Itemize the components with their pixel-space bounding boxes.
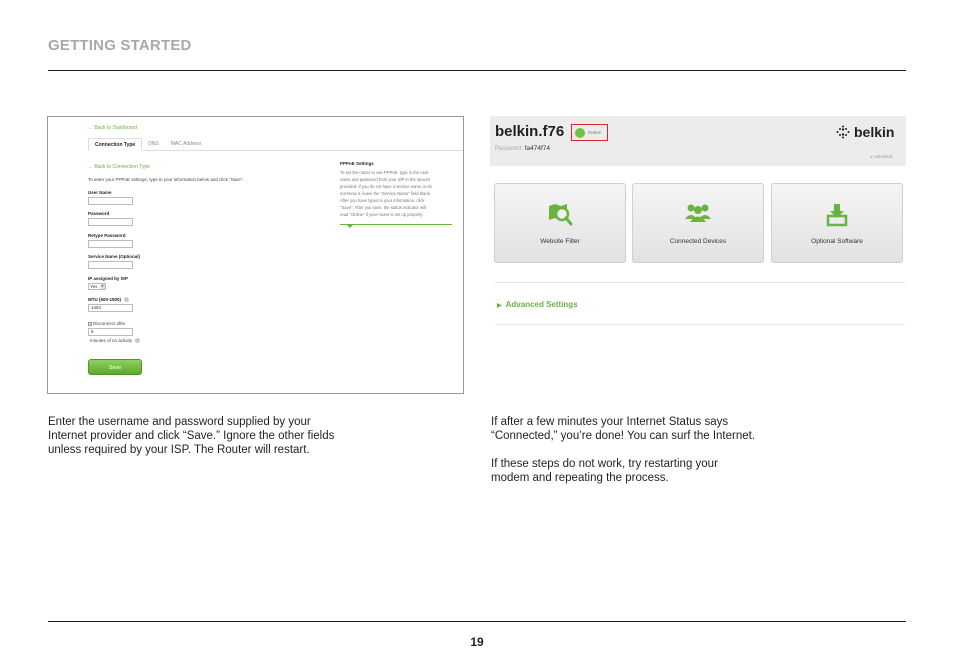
ip-assigned-select[interactable] [88,283,106,290]
page-number: 19 [470,635,484,649]
tab-dns[interactable]: DNS [148,141,159,147]
pppoe-help-panel [340,161,452,225]
text-line: Internet provider and click “Save.” Ignore the other fields [48,430,335,442]
user-name-field-group [88,190,133,205]
disconnect-after-label: Disconnect after [93,321,126,326]
right-instructions [491,415,755,485]
tab-mac-address[interactable]: MAC Address [170,141,202,147]
top-rule [48,70,906,71]
mtu-input[interactable]: 1454 [88,304,133,312]
unlock-icon: 🔓︎ [870,154,873,159]
pppoe-settings-screenshot [47,116,464,394]
divider [495,282,905,283]
bottom-rule [48,621,906,622]
dashboard-header [490,116,906,166]
help-icon[interactable] [135,338,140,343]
text-line: modem and repeating the process. [491,472,669,484]
dashboard-screenshot [490,116,906,328]
retype-password-input[interactable] [88,240,133,248]
caret-right-icon: ▶ [497,303,502,309]
connected-devices-icon [683,202,713,224]
service-name-label: Service Name (Optional) [88,254,141,259]
help-line: name and password from your ISP in the spaces [340,177,431,182]
password-display-label: Password: [495,146,524,152]
mtu-label: MTU (600-1500) [88,297,122,302]
password-display [495,145,550,152]
online-status-icon [575,128,585,138]
ip-assigned-field-group [88,276,128,290]
password-label: Password [88,211,110,216]
optional-software-label: Optional Software [811,238,863,245]
text-line: If after a few minutes your Internet Status says [491,416,729,428]
help-title: PPPoE Settings [340,161,374,166]
user-name-label: User Name [88,190,112,195]
text-line: “Connected,” you’re done! You can surf the Internet. [491,430,756,442]
mtu-field-group [88,297,133,312]
advanced-settings-label: Advanced Settings [505,300,578,309]
save-button[interactable]: Save [88,359,142,375]
settings-tabs [88,138,464,151]
chevron-down-icon: ▼ [101,284,104,288]
website-filter-icon [546,202,574,228]
password-input[interactable] [88,218,133,226]
status-indicator [571,124,608,141]
retype-password-label: Retype Password [88,233,126,238]
website-filter-card[interactable] [494,183,626,263]
pppoe-intro-text: To enter your PPPoE settings, type in your information below and click "Save". [88,177,244,182]
minutes-label: minutes of no activity [90,338,133,343]
help-icon[interactable] [124,297,129,302]
left-instructions [48,415,334,457]
disconnect-minutes-input[interactable]: 5 [88,328,133,336]
disconnect-field-group [88,321,140,343]
help-line: provided. If you do not have a service name or do [340,184,432,189]
retype-password-field-group [88,233,133,248]
divider [495,324,905,325]
help-line: To set the router to use PPPoE, type in the user [340,170,429,175]
connected-devices-card[interactable] [632,183,764,263]
disconnect-checkbox[interactable]: ✓ [89,321,92,326]
help-text [340,169,452,218]
help-line: not know it, leave the "Service Name" field blank. [340,191,431,196]
download-icon [825,202,849,228]
ip-assigned-label: IP assigned by ISP [88,276,128,281]
password-field-group [88,211,133,226]
help-divider [340,224,452,225]
belkin-logo [836,124,894,140]
back-to-connection-type-link[interactable]: ← Back to Connection Type [88,164,150,170]
network-name: belkin.f76 [495,123,565,140]
belkin-logo-text: belkin [854,124,895,140]
unlocked-label: unlocked [874,154,893,159]
service-name-field-group [88,254,140,269]
optional-software-card[interactable] [771,183,903,263]
website-filter-label: Website Filter [540,238,580,245]
section-title: GETTING STARTED [48,37,192,54]
help-line: read "Online" if your router is set up properly. [340,212,424,217]
password-display-value: fa474f74 [524,145,550,152]
help-line: After you have typed in your information, click [340,198,425,203]
user-name-input[interactable] [88,197,133,205]
service-name-input[interactable] [88,261,133,269]
advanced-settings-link[interactable] [497,300,578,309]
ip-assigned-value: Yes [90,284,98,289]
lock-status[interactable] [870,154,892,159]
tab-connection-type[interactable]: Connection Type [88,138,142,151]
text-line: unless required by your ISP. The Router will restart. [48,444,310,456]
connected-devices-label: Connected Devices [669,238,727,245]
text-line: If these steps do not work, try restarting your [491,458,718,470]
back-to-dashboard-link[interactable]: ← Back to Dashboard [88,125,137,131]
status-label: Online [588,130,602,135]
belkin-logo-icon [836,125,850,139]
text-line: Enter the username and password supplied by your [48,416,311,428]
help-line: "Save". After you save, the status indicator will [340,205,426,210]
